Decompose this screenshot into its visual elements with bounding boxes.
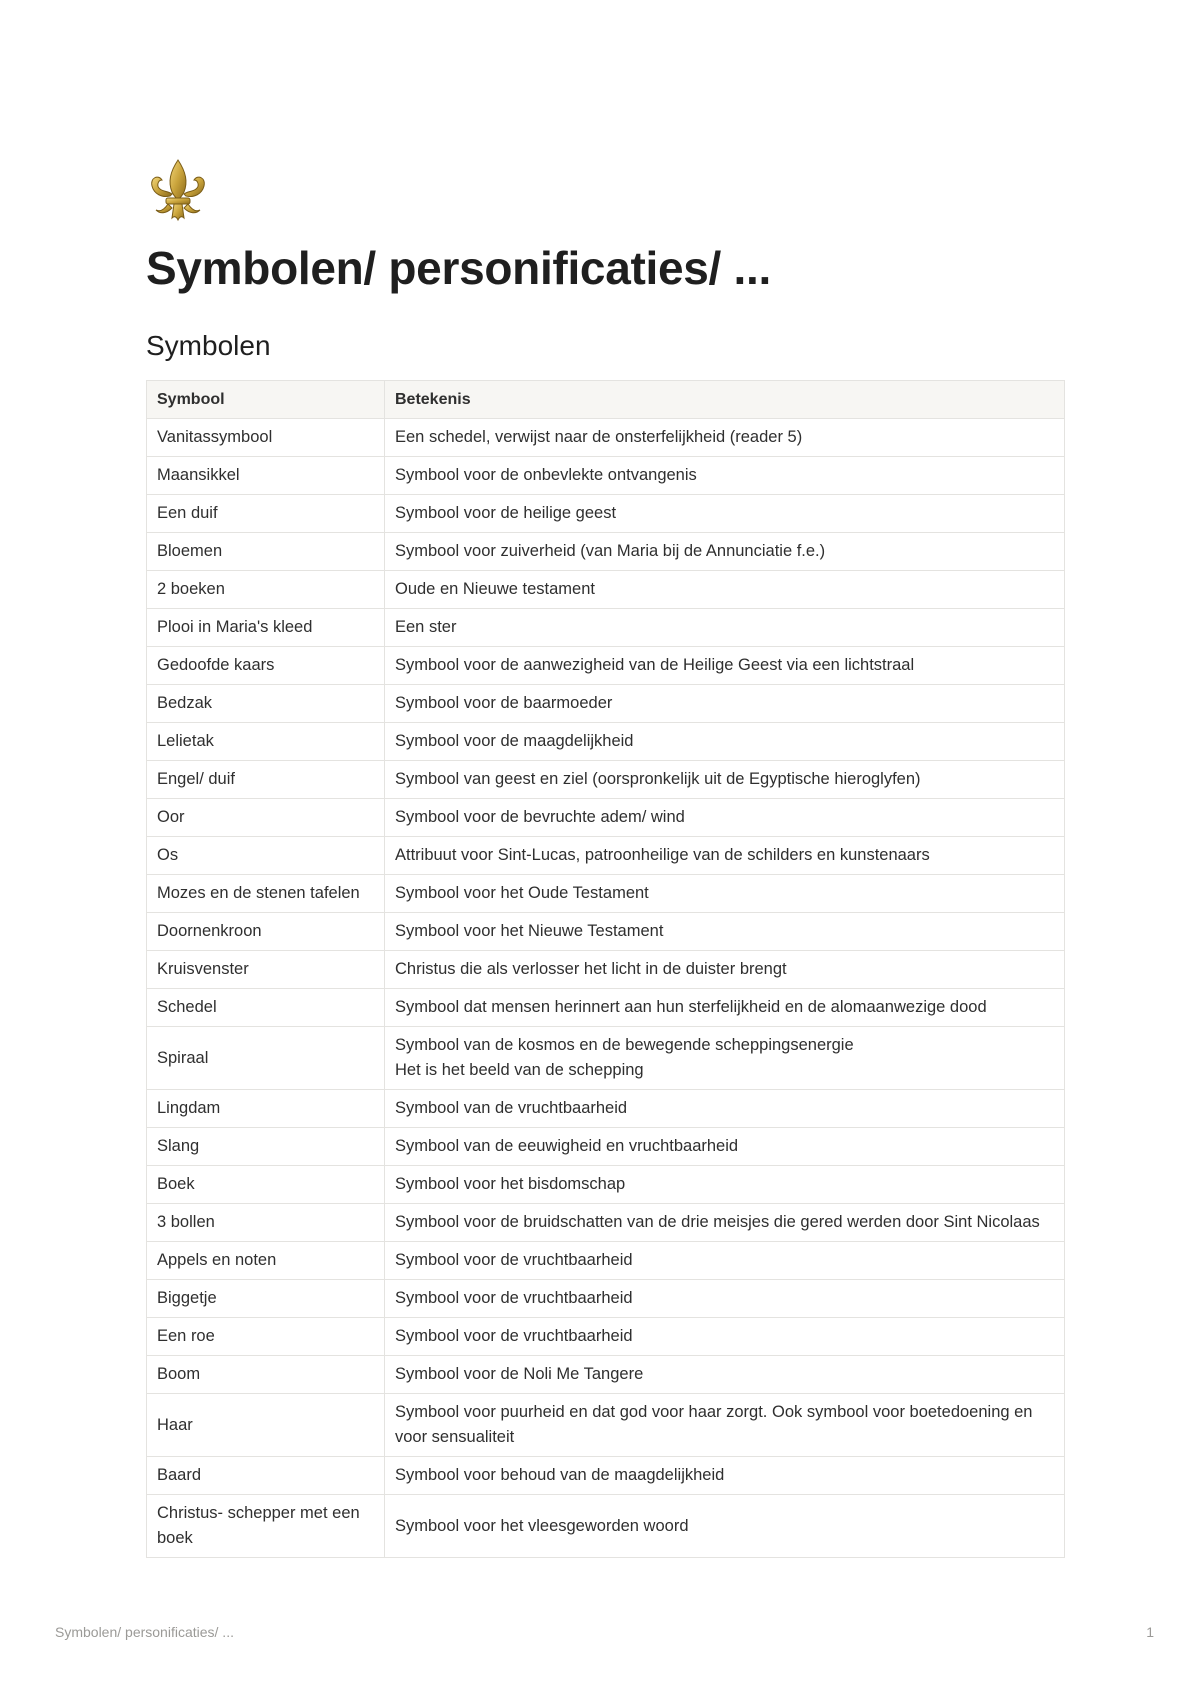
cell-betekenis: Een schedel, verwijst naar de onsterfelijkheid (reader 5) xyxy=(385,419,1065,457)
cell-betekenis: Symbool voor de vruchtbaarheid xyxy=(385,1242,1065,1280)
table-row xyxy=(147,1242,1065,1280)
cell-symbool: Oor xyxy=(147,799,385,837)
cell-symbool: Lingdam xyxy=(147,1090,385,1128)
table-row xyxy=(147,1495,1065,1558)
cell-symbool: Doornenkroon xyxy=(147,913,385,951)
cell-betekenis: Symbool voor de maagdelijkheid xyxy=(385,723,1065,761)
cell-symbool: Kruisvenster xyxy=(147,951,385,989)
cell-betekenis: Symbool voor de bruidschatten van de drie meisjes die gered werden door Sint Nicolaas xyxy=(385,1204,1065,1242)
cell-symbool: Os xyxy=(147,837,385,875)
cell-betekenis: Symbool voor de onbevlekte ontvangenis xyxy=(385,457,1065,495)
table-row xyxy=(147,457,1065,495)
cell-betekenis: Christus die als verlosser het licht in de duister brengt xyxy=(385,951,1065,989)
table-row xyxy=(147,837,1065,875)
cell-betekenis: Symbool voor het Nieuwe Testament xyxy=(385,913,1065,951)
table-row xyxy=(147,685,1065,723)
cell-betekenis: Symbool voor de heilige geest xyxy=(385,495,1065,533)
table-row xyxy=(147,875,1065,913)
page-title: Symbolen/ personificaties/ ... xyxy=(146,242,771,294)
cell-symbool: Appels en noten xyxy=(147,1242,385,1280)
cell-symbool: Haar xyxy=(147,1394,385,1457)
table-header-row xyxy=(147,381,1065,419)
cell-symbool: Spiraal xyxy=(147,1027,385,1090)
page-footer xyxy=(55,1624,1154,1640)
cell-betekenis: Symbool van de kosmos en de bewegende scheppingsenergie Het is het beeld van de schepping xyxy=(385,1027,1065,1090)
table-row xyxy=(147,1457,1065,1495)
cell-betekenis: Symbool dat mensen herinnert aan hun sterfelijkheid en de alomaanwezige dood xyxy=(385,989,1065,1027)
table-row xyxy=(147,647,1065,685)
cell-symbool: Bedzak xyxy=(147,685,385,723)
table-row xyxy=(147,533,1065,571)
cell-symbool: Slang xyxy=(147,1128,385,1166)
cell-symbool: Mozes en de stenen tafelen xyxy=(147,875,385,913)
cell-symbool: Bloemen xyxy=(147,533,385,571)
cell-symbool: 3 bollen xyxy=(147,1204,385,1242)
cell-betekenis: Symbool voor de aanwezigheid van de Heilige Geest via een lichtstraal xyxy=(385,647,1065,685)
column-header-betekenis: Betekenis xyxy=(385,381,1065,419)
table-row xyxy=(147,799,1065,837)
table-row xyxy=(147,761,1065,799)
cell-betekenis: Symbool voor het vleesgeworden woord xyxy=(385,1495,1065,1558)
footer-title: Symbolen/ personificaties/ ... xyxy=(55,1624,234,1640)
cell-symbool: Een roe xyxy=(147,1318,385,1356)
cell-symbool: Engel/ duif xyxy=(147,761,385,799)
cell-betekenis: Symbool voor de vruchtbaarheid xyxy=(385,1280,1065,1318)
cell-symbool: Boom xyxy=(147,1356,385,1394)
cell-betekenis: Symbool voor het Oude Testament xyxy=(385,875,1065,913)
page-content xyxy=(146,158,1064,1558)
table-row xyxy=(147,419,1065,457)
section-heading: Symbolen xyxy=(146,330,271,361)
table-row xyxy=(147,609,1065,647)
table-row xyxy=(147,1128,1065,1166)
column-header-symbool: Symbool xyxy=(147,381,385,419)
table-row xyxy=(147,1204,1065,1242)
table-row xyxy=(147,723,1065,761)
cell-symbool: Boek xyxy=(147,1166,385,1204)
cell-betekenis: Symbool voor de vruchtbaarheid xyxy=(385,1318,1065,1356)
cell-betekenis: Symbool van geest en ziel (oorspronkelijk uit de Egyptische hieroglyfen) xyxy=(385,761,1065,799)
symbols-table xyxy=(146,380,1065,1558)
cell-symbool: 2 boeken xyxy=(147,571,385,609)
table-row xyxy=(147,1356,1065,1394)
table-row xyxy=(147,1166,1065,1204)
table-row xyxy=(147,1090,1065,1128)
cell-betekenis: Symbool voor de baarmoeder xyxy=(385,685,1065,723)
cell-symbool: Biggetje xyxy=(147,1280,385,1318)
cell-betekenis: Attribuut voor Sint-Lucas, patroonheilige van de schilders en kunstenaars xyxy=(385,837,1065,875)
table-row xyxy=(147,1027,1065,1090)
cell-betekenis: Symbool van de vruchtbaarheid xyxy=(385,1090,1065,1128)
table-row xyxy=(147,1280,1065,1318)
cell-symbool: Baard xyxy=(147,1457,385,1495)
cell-symbool: Lelietak xyxy=(147,723,385,761)
cell-symbool: Een duif xyxy=(147,495,385,533)
page-number: 1 xyxy=(1146,1624,1154,1640)
cell-symbool: Gedoofde kaars xyxy=(147,647,385,685)
cell-symbool: Schedel xyxy=(147,989,385,1027)
cell-betekenis: Symbool van de eeuwigheid en vruchtbaarheid xyxy=(385,1128,1065,1166)
cell-betekenis: Symbool voor de bevruchte adem/ wind xyxy=(385,799,1065,837)
table-row xyxy=(147,1394,1065,1457)
cell-betekenis: Een ster xyxy=(385,609,1065,647)
table-row xyxy=(147,913,1065,951)
table-row xyxy=(147,1318,1065,1356)
table-row xyxy=(147,495,1065,533)
cell-betekenis: Symbool voor de Noli Me Tangere xyxy=(385,1356,1065,1394)
cell-betekenis: Symbool voor het bisdomschap xyxy=(385,1166,1065,1204)
cell-symbool: Vanitassymbool xyxy=(147,419,385,457)
fleur-de-lis-icon xyxy=(146,158,210,224)
cell-symbool: Plooi in Maria's kleed xyxy=(147,609,385,647)
table-row xyxy=(147,571,1065,609)
cell-betekenis: Symbool voor zuiverheid (van Maria bij de Annunciatie f.e.) xyxy=(385,533,1065,571)
cell-betekenis: Symbool voor behoud van de maagdelijkheid xyxy=(385,1457,1065,1495)
cell-symbool: Christus- schepper met een boek xyxy=(147,1495,385,1558)
cell-betekenis: Symbool voor puurheid en dat god voor haar zorgt. Ook symbool voor boetedoening en voor sensualiteit xyxy=(385,1394,1065,1457)
table-row xyxy=(147,989,1065,1027)
table-row xyxy=(147,951,1065,989)
cell-symbool: Maansikkel xyxy=(147,457,385,495)
cell-betekenis: Oude en Nieuwe testament xyxy=(385,571,1065,609)
